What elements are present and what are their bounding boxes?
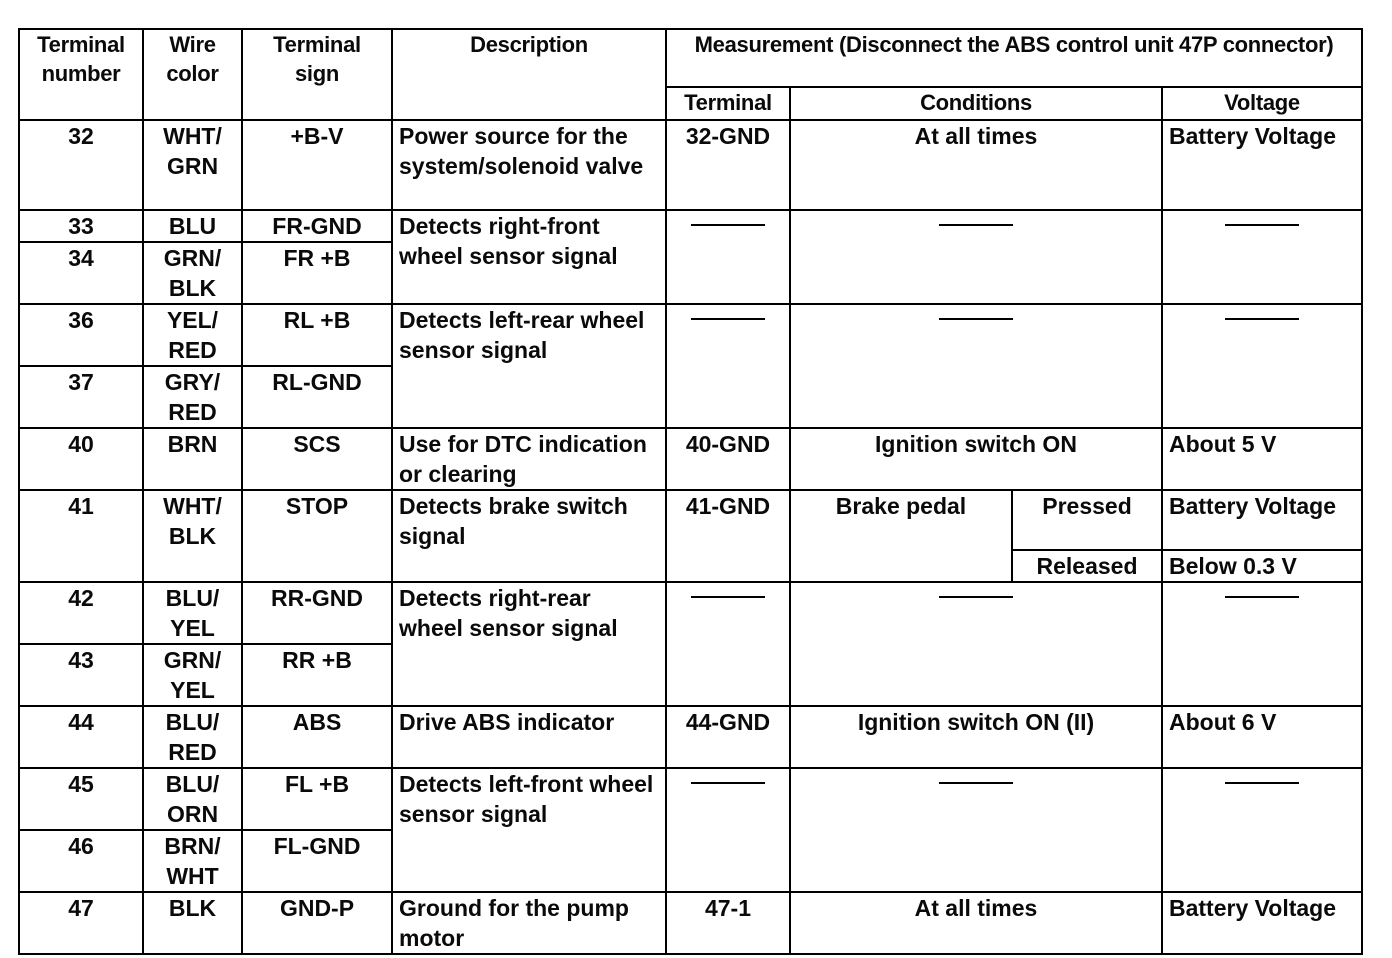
terminal-number: 33 [19, 210, 143, 242]
terminal-sign: RR-GND [242, 582, 392, 644]
terminal-number: 34 [19, 242, 143, 304]
measurement-condition: At all times [790, 892, 1162, 954]
measurement-voltage-none [1162, 768, 1362, 892]
abs-terminal-document [18, 28, 1363, 955]
terminal-sign: FR +B [242, 242, 392, 304]
measurement-voltage: Below 0.3 V [1162, 550, 1362, 582]
dash-mark [691, 224, 765, 226]
measurement-terminal-none [666, 210, 790, 304]
wire-color: YEL/ RED [143, 304, 242, 366]
table-row [19, 490, 1362, 550]
terminal-sign: SCS [242, 428, 392, 490]
measurement-voltage-none [1162, 210, 1362, 304]
wire-color: WHT/ BLK [143, 490, 242, 582]
description: Detects left-front wheel sensor signal [392, 768, 666, 892]
measurement-voltage-none [1162, 304, 1362, 428]
measurement-terminal: 32-GND [666, 120, 790, 210]
terminal-sign: RL +B [242, 304, 392, 366]
measurement-condition-released: Released [1012, 550, 1162, 582]
terminal-sign: FL-GND [242, 830, 392, 892]
measurement-voltage: Battery Voltage [1162, 120, 1362, 210]
dash-mark [1225, 224, 1299, 226]
wire-color: BLU/ YEL [143, 582, 242, 644]
dash-mark [939, 224, 1013, 226]
dash-mark [939, 318, 1013, 320]
table-row [19, 304, 1362, 366]
description: Detects right-front wheel sensor signal [392, 210, 666, 304]
dash-mark [691, 318, 765, 320]
measurement-terminal: 40-GND [666, 428, 790, 490]
header-description: Description [392, 29, 666, 120]
measurement-condition-none [790, 210, 1162, 304]
dash-mark [939, 782, 1013, 784]
terminal-number: 44 [19, 706, 143, 768]
wire-color: WHT/ GRN [143, 120, 242, 210]
table-row [19, 582, 1362, 644]
wire-color: BLK [143, 892, 242, 954]
terminal-sign: FL +B [242, 768, 392, 830]
table-row [19, 892, 1362, 954]
wire-color: GRN/ YEL [143, 644, 242, 706]
table-row [19, 768, 1362, 830]
terminal-sign: GND-P [242, 892, 392, 954]
terminal-number: 46 [19, 830, 143, 892]
header-measurement-voltage: Voltage [1162, 87, 1362, 120]
terminal-sign: STOP [242, 490, 392, 582]
table-row [19, 210, 1362, 242]
measurement-voltage: About 6 V [1162, 706, 1362, 768]
measurement-terminal-none [666, 304, 790, 428]
description: Detects brake switch signal [392, 490, 666, 582]
dash-mark [691, 596, 765, 598]
table-row [19, 706, 1362, 768]
header-row [19, 29, 1362, 87]
measurement-condition-none [790, 768, 1162, 892]
header-measurement-conditions: Conditions [790, 87, 1162, 120]
wire-color: BLU/ ORN [143, 768, 242, 830]
terminal-number: 37 [19, 366, 143, 428]
measurement-terminal-none [666, 768, 790, 892]
terminal-number: 36 [19, 304, 143, 366]
measurement-condition: Ignition switch ON (II) [790, 706, 1162, 768]
terminal-sign: +B-V [242, 120, 392, 210]
terminal-sign: RL-GND [242, 366, 392, 428]
measurement-condition: At all times [790, 120, 1162, 210]
terminal-sign: ABS [242, 706, 392, 768]
measurement-condition-none [790, 582, 1162, 706]
measurement-condition-pressed: Pressed [1012, 490, 1162, 550]
header-measurement: Measurement (Disconnect the ABS control unit 47P connector) [666, 29, 1362, 87]
table-row [19, 120, 1362, 210]
wire-color: BLU/ RED [143, 706, 242, 768]
table-row [19, 428, 1362, 490]
terminal-sign: RR +B [242, 644, 392, 706]
header-terminal-number: Terminal number [19, 29, 143, 120]
description: Drive ABS indicator [392, 706, 666, 768]
abs-terminal-table [18, 28, 1363, 955]
dash-mark [1225, 782, 1299, 784]
header-measurement-terminal: Terminal [666, 87, 790, 120]
terminal-number: 40 [19, 428, 143, 490]
measurement-condition-none [790, 304, 1162, 428]
measurement-terminal: 41-GND [666, 490, 790, 582]
measurement-condition: Brake pedal [790, 490, 1012, 582]
measurement-terminal: 47-1 [666, 892, 790, 954]
measurement-condition: Ignition switch ON [790, 428, 1162, 490]
terminal-number: 47 [19, 892, 143, 954]
terminal-number: 32 [19, 120, 143, 210]
measurement-voltage-none [1162, 582, 1362, 706]
header-wire-color: Wire color [143, 29, 242, 120]
terminal-number: 42 [19, 582, 143, 644]
terminal-number: 43 [19, 644, 143, 706]
terminal-sign: FR-GND [242, 210, 392, 242]
description: Ground for the pump motor [392, 892, 666, 954]
terminal-number: 41 [19, 490, 143, 582]
dash-mark [1225, 318, 1299, 320]
header-terminal-sign: Terminal sign [242, 29, 392, 120]
description: Detects right-rear wheel sensor signal [392, 582, 666, 706]
wire-color: BLU [143, 210, 242, 242]
wire-color: GRY/ RED [143, 366, 242, 428]
terminal-number: 45 [19, 768, 143, 830]
description: Use for DTC indication or clearing [392, 428, 666, 490]
description: Power source for the system/solenoid valve [392, 120, 666, 210]
measurement-voltage: About 5 V [1162, 428, 1362, 490]
description: Detects left-rear wheel sensor signal [392, 304, 666, 428]
measurement-voltage: Battery Voltage [1162, 892, 1362, 954]
wire-color: BRN/ WHT [143, 830, 242, 892]
dash-mark [691, 782, 765, 784]
dash-mark [939, 596, 1013, 598]
wire-color: BRN [143, 428, 242, 490]
measurement-voltage: Battery Voltage [1162, 490, 1362, 550]
measurement-terminal-none [666, 582, 790, 706]
dash-mark [1225, 596, 1299, 598]
wire-color: GRN/ BLK [143, 242, 242, 304]
measurement-terminal: 44-GND [666, 706, 790, 768]
